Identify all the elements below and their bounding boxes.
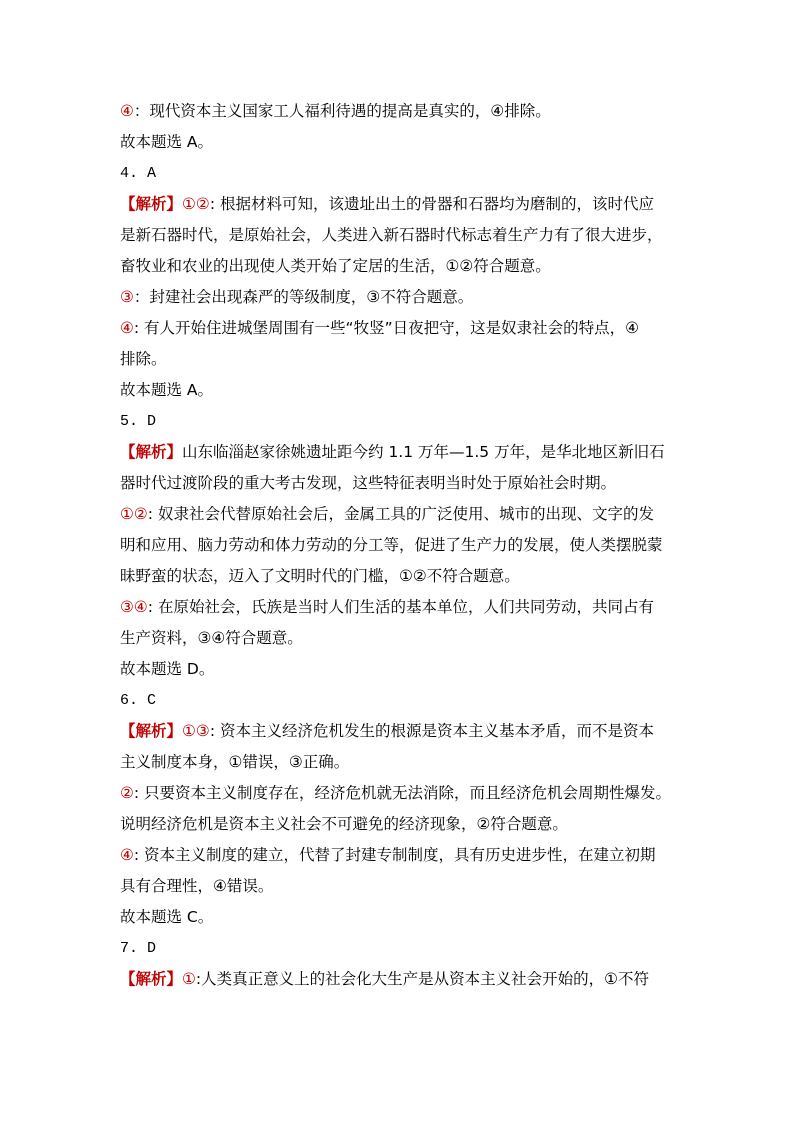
text-line — [120, 871, 273, 902]
line-text: :人类真正意义上的社会化大生产是从资本主义社会开始的，①不符 — [195, 970, 650, 988]
line-text: 具有合理性，④错误。 — [120, 877, 274, 895]
line-text: 明和应用、脑力劳动和体力劳动的分工等，促进了生产力的发展，使人类摆脱蒙 — [120, 536, 663, 554]
line-text: : 只要资本主义制度存在，经济危机就无法消除，而且经济危机会周期性爆发。 — [133, 784, 672, 802]
text-line — [120, 809, 568, 840]
analysis-tag: 【解析】 — [120, 722, 183, 740]
line-text: ：封建社会出现森严的等级制度，③不符合题意。 — [133, 288, 474, 306]
line-text: 故本题选 A。 — [120, 381, 214, 399]
text-line — [120, 127, 213, 158]
line-text: : 根据材料可知，该遗址出土的骨器和石器均为磨制的，该时代应 — [209, 195, 654, 213]
line-text: 故本题选 C。 — [120, 908, 214, 926]
option-marker: ①③ — [182, 722, 210, 740]
text-line — [120, 530, 663, 561]
text-line — [120, 654, 214, 685]
question-number: 4. A — [120, 165, 157, 182]
option-marker: ③ — [120, 288, 134, 306]
line-text: 故本题选 A。 — [120, 133, 214, 151]
question-number: 7. D — [120, 940, 157, 957]
line-text: 器时代过渡阶段的重大考古发现，这些特征表明当时处于原始社会时期。 — [120, 474, 617, 492]
line-text: 生产资料，③④符合题意。 — [120, 629, 303, 647]
text-line — [120, 282, 473, 313]
text-line — [120, 964, 649, 995]
option-marker: ④ — [120, 846, 134, 864]
analysis-tag: 【解析】 — [120, 970, 183, 988]
line-text: : 奴隶社会代替原始社会后，金属工具的广泛使用、城市的出现、文字的发 — [147, 505, 654, 523]
line-text: 山东临淄赵家徐姚遗址距今约 1.1 万年—1.5 万年，是华北地区新旧石 — [182, 443, 665, 461]
line-text: : 资本主义经济危机发生的根源是资本主义基本矛盾，而不是资本 — [209, 722, 654, 740]
question-number: 6. C — [120, 692, 157, 709]
text-line — [120, 840, 656, 871]
option-marker: ①② — [182, 195, 210, 213]
text-line — [120, 437, 665, 468]
analysis-tag: 【解析】 — [120, 195, 183, 213]
text-line — [120, 344, 167, 375]
line-text: 畜牧业和农业的出现使人类开始了定居的生活，①②符合题意。 — [120, 257, 551, 275]
text-line — [120, 468, 616, 499]
text-line — [120, 623, 303, 654]
line-text: 排除。 — [120, 350, 167, 368]
text-line — [120, 902, 213, 933]
text-line — [120, 375, 213, 406]
text-line — [120, 747, 349, 778]
line-text: : 有人开始住进城堡周围有一些“牧竖”日夜把守，这是奴隶社会的特点，④ — [133, 319, 640, 337]
option-marker: ④ — [120, 319, 134, 337]
text-line — [120, 716, 654, 747]
line-text: 昧野蛮的状态，迈入了文明时代的门槛，①②不符合题意。 — [120, 567, 520, 585]
text-line — [120, 220, 663, 251]
text-line — [120, 189, 654, 220]
line-text: 是新石器时代，是原始社会，人类进入新石器时代标志着生产力有了很大进步， — [120, 226, 663, 244]
line-text: 主义制度本身，①错误，③正确。 — [120, 753, 350, 771]
text-line — [120, 251, 551, 282]
line-text: ：现代资本主义国家工人福利待遇的提高是真实的，④排除。 — [133, 102, 551, 120]
text-line — [120, 778, 671, 809]
line-text: 故本题选 D。 — [120, 660, 215, 678]
line-text: : 在原始社会，氏族是当时人们生活的基本单位，人们共同劳动，共同占有 — [147, 598, 654, 616]
line-text: : 资本主义制度的建立，代替了封建专制制度，具有历史进步性，在建立初期 — [133, 846, 656, 864]
option-marker: ② — [120, 784, 134, 802]
line-text: 说明经济危机是资本主义社会不可避免的经济现象，②符合题意。 — [120, 815, 568, 833]
text-line — [120, 313, 639, 344]
analysis-tag: 【解析】 — [120, 443, 183, 461]
option-marker: ③④ — [120, 598, 148, 616]
text-line — [120, 96, 551, 127]
option-marker: ① — [182, 970, 196, 988]
option-marker: ①② — [120, 505, 148, 523]
question-number: 5. D — [120, 413, 157, 430]
text-line — [120, 561, 520, 592]
option-marker: ④ — [120, 102, 134, 120]
text-line — [120, 499, 654, 530]
text-line — [120, 592, 654, 623]
